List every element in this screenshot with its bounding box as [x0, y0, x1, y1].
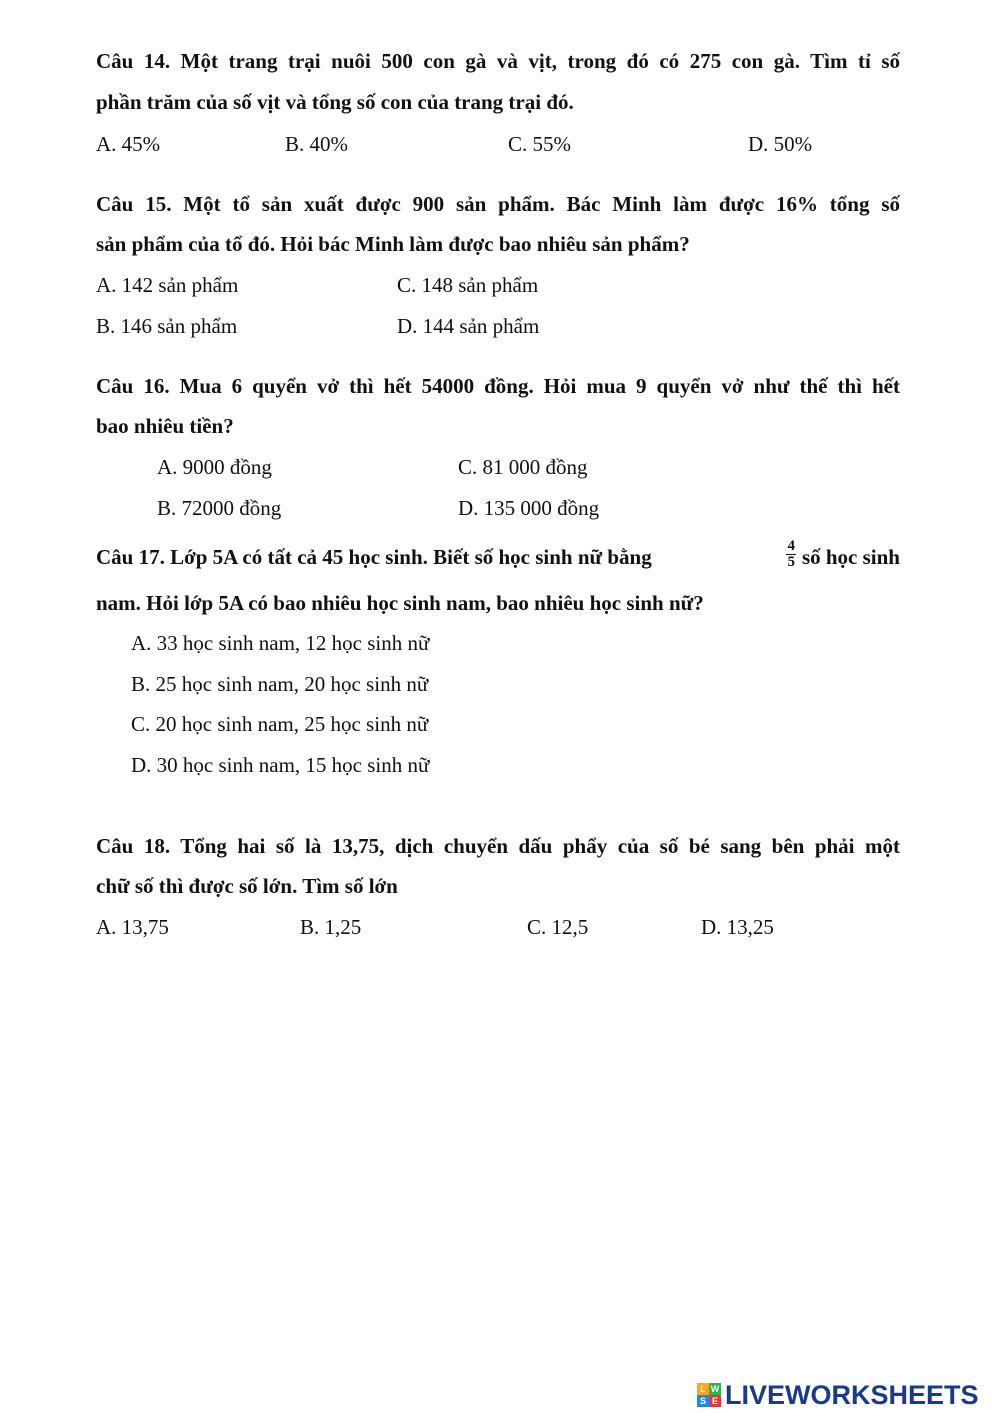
q15-option-b[interactable]: B. 146 sản phẩm [96, 314, 238, 338]
q16-option-b[interactable]: B. 72000 đồng [157, 496, 282, 520]
q16-option-a[interactable]: A. 9000 đồng [157, 455, 272, 479]
q15-option-c[interactable]: C. 148 sản phẩm [397, 273, 539, 297]
liveworksheets-logo [697, 1378, 979, 1412]
q17-option-a[interactable]: A. 33 học sinh nam, 12 học sinh nữ [131, 631, 430, 655]
q15-option-a[interactable]: A. 142 sản phẩm [96, 273, 239, 297]
q18-text-line-2: chữ số thì được số lớn. Tìm số lớn [96, 874, 398, 898]
q14-option-d[interactable]: D. 50% [748, 132, 813, 156]
fraction-numerator: 4 [787, 537, 795, 554]
q17-text-part-1: Câu 17. Lớp 5A có tất cả 45 học sinh. Biết số học sinh nữ bằng [96, 545, 652, 569]
q17-option-c[interactable]: C. 20 học sinh nam, 25 học sinh nữ [131, 712, 429, 736]
q16-option-c[interactable]: C. 81 000 đồng [458, 455, 588, 479]
q14-text-line-2: phần trăm của số vịt và tổng số con của trang trại đó. [96, 90, 574, 114]
logo-mark-cell-3: S [697, 1395, 709, 1407]
q18-option-d[interactable]: D. 13,25 [701, 915, 774, 939]
q17-text-line-2: nam. Hỏi lớp 5A có bao nhiêu học sinh nam, bao nhiêu học sinh nữ? [96, 591, 704, 615]
q18-text-line-1: Câu 18. Tổng hai số là 13,75, dịch chuyển dấu phẩy của số bé sang bên phải một [96, 834, 900, 858]
q16-text-line-2: bao nhiêu tiền? [96, 414, 234, 438]
q18-option-c[interactable]: C. 12,5 [527, 915, 589, 939]
logo-mark-cell-2: W [710, 1384, 720, 1394]
q18-option-b[interactable]: B. 1,25 [300, 915, 362, 939]
q16-option-d[interactable]: D. 135 000 đồng [458, 496, 600, 520]
q16-text-line-1: Câu 16. Mua 6 quyển vở thì hết 54000 đồng. Hỏi mua 9 quyển vở như thế thì hết [96, 374, 900, 398]
fraction-denominator: 5 [787, 553, 795, 570]
q17-text-line-1 [96, 537, 900, 577]
q14-option-a[interactable]: A. 45% [96, 132, 161, 156]
liveworksheets-logo-icon [697, 1383, 721, 1407]
q17-option-d[interactable]: D. 30 học sinh nam, 15 học sinh nữ [131, 753, 430, 777]
fraction-four-fifths [786, 539, 796, 570]
q15-text-line-2: sản phẩm của tổ đó. Hỏi bác Minh làm được bao nhiêu sản phẩm? [96, 232, 690, 256]
logo-mark-cell-1: L [697, 1383, 709, 1395]
q14-option-c[interactable]: C. 55% [508, 132, 571, 156]
q18-option-a[interactable]: A. 13,75 [96, 915, 169, 939]
q14-option-b[interactable]: B. 40% [285, 132, 348, 156]
q15-text-line-1: Câu 15. Một tổ sản xuất được 900 sản phẩm. Bác Minh làm được 16% tổng số [96, 192, 900, 216]
q14-text-line-1: Câu 14. Một trang trại nuôi 500 con gà và vịt, trong đó có 275 con gà. Tìm tỉ số [96, 49, 900, 73]
q17-text-part-2: số học sinh [801, 545, 900, 569]
q17-option-b[interactable]: B. 25 học sinh nam, 20 học sinh nữ [131, 672, 429, 696]
q15-option-d[interactable]: D. 144 sản phẩm [397, 314, 540, 338]
liveworksheets-logo-text: LIVEWORKSHEETS [725, 1379, 979, 1410]
logo-mark-cell-4: E [709, 1395, 721, 1407]
